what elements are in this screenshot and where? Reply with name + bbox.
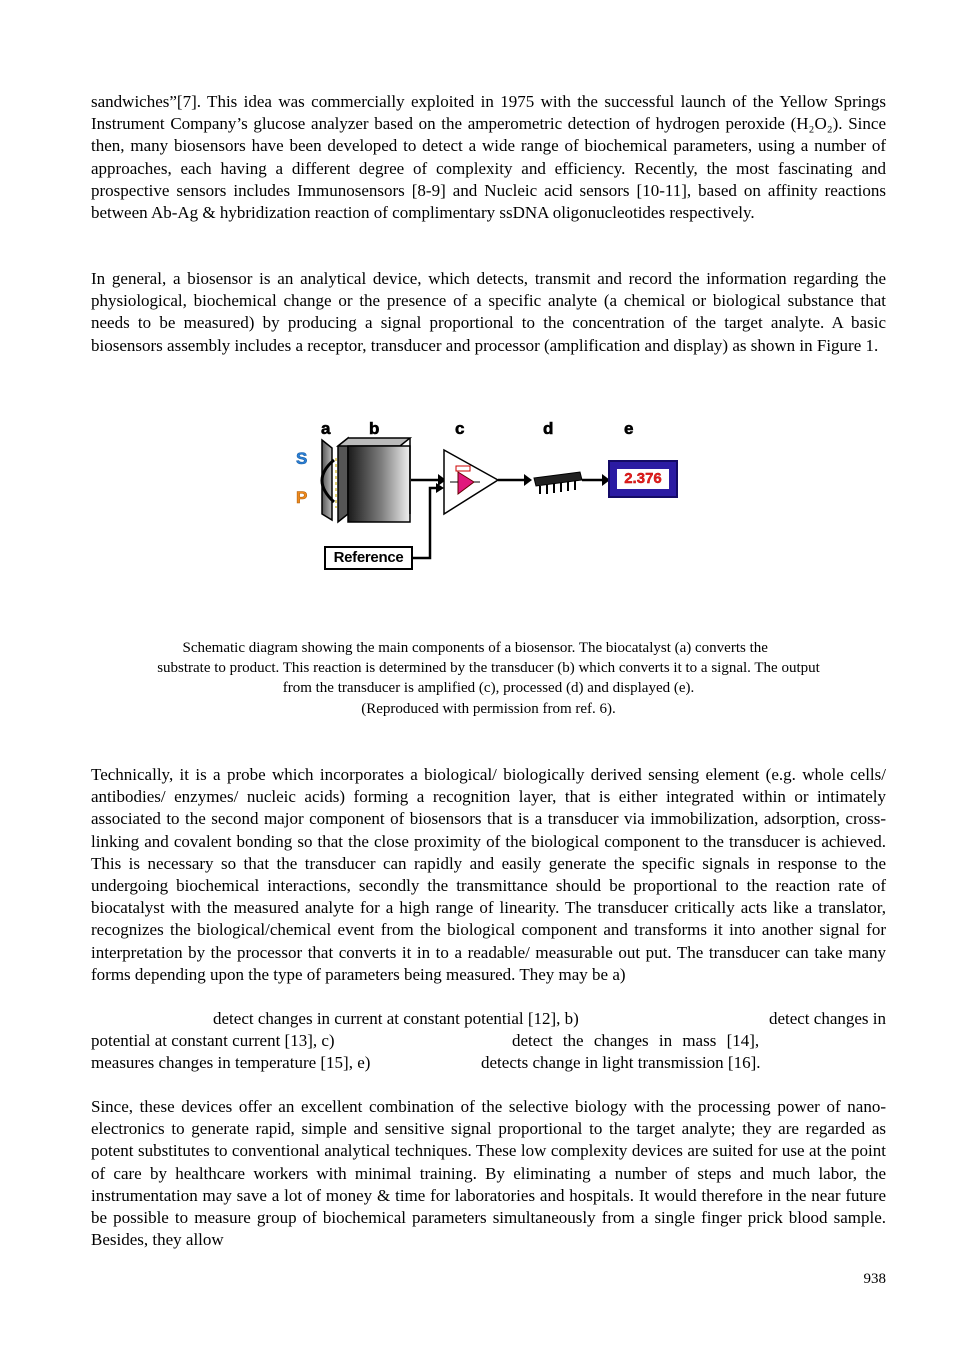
caption-line-4: (Reproduced with permission from ref. 6). xyxy=(361,701,616,717)
caption-line-2: substrate to product. This reaction is determined by the transducer (b) which converts it to a signal. The output xyxy=(157,660,820,676)
transducer-block xyxy=(348,446,410,522)
caption-line-3: from the transducer is amplified (c), processed (d) and displayed (e). xyxy=(282,680,695,696)
paragraph-2: In general, a biosensor is an analytical device, which detects, transmit and record the information regarding the physiological, biochemical change or the presence of a specific analyte (a chemical or biological substance that needs to be measured) by producing a signal proportional to the concentration of the target analyte. A basic biosensors assembly includes a receptor, transducer and processor (amplification and display) as shown in Figure 1. xyxy=(91,269,886,355)
label-d: d xyxy=(543,419,554,438)
paragraph-4: Since, these devices offer an excellent combination of the selective biology with the processing power of nano-electronics to generate rapid, simple and sensitive signal proportional to the target analyte; they are regarded as potent substitutes to conventional analytical techniques. These low complexity devices are suited for use at the point of care by healthcare workers with minimal training. By eliminating a number of steps and much labor, the instrumentation may save a lot of money & time for laboratories and hospitals. It would therefore in the near future be possible to measure group of biochemical parameters simultaneously from a single finger prick blood sample. Besides, they allow xyxy=(91,1097,886,1250)
transducer-line-d1: measures changes in temperature [15], e) xyxy=(91,1053,371,1072)
label-b: b xyxy=(369,419,380,438)
paragraph-3: Technically, it is a probe which incorporates a biological/ biologically derived sensing element (e.g. whole cells/ antibodies/ enzymes/ nucleic acids) forming a recognition layer, that is either integrated within or intimately associated to the second major component of biosensors that is a transducer via immobilization, adsorption, cross-linking and covalent bonding so that the close proximity of the biological component to the transducer is achieved. This is necessary so that the transducer can rapidly and easily generate the specific signals in response to the undergoing biochemical interactions, secondly the transmittance should be proportional to the reaction rate of biocatalyst with the measured analyte for a high range of linearity. The transducer critically acts like a translator, recognizes the biological/chemical event from the biological component and transforms it into another signal for interpretation by the processor that converts it in to a readable/ measurable out put. The transducer can take many forms depending upon the type of parameters being measured. They may be a) xyxy=(91,765,886,984)
transducer-line-c2: detect the changes in mass [14], xyxy=(512,1031,760,1050)
display-unit xyxy=(608,460,678,498)
label-product: P xyxy=(296,488,308,507)
transducer-top xyxy=(338,438,410,446)
transducer-line-c1: potential at constant current [13], c) xyxy=(91,1031,335,1050)
caption-text-1: Schematic diagram showing the main components of a biosensor. The biocatalyst (a) converts the xyxy=(182,640,768,656)
paragraph-1: sandwiches”[7]. This idea was commercially exploited in 1975 with the successful launch of the Yellow Springs Instrument Company’s glucose analyzer based on the amperometric detection of hydrogen peroxide (H₂O₂). Since then, many biosensors have been developed to detect a wide range of biochemical parameters, using a number of approaches, each having a different degree of complexity and efficiency. Recently, the most fascinating and prospective sensors includes Immunosensors [8-9] and Nucleic acid sensors [10-11], based on affinity reactions between Ab-Ag & hybridization reaction of complimentary ssDNA oligonucleotides respectively. xyxy=(91,92,886,223)
display-readout: 2.376 xyxy=(617,469,669,489)
reference-box: Reference xyxy=(324,546,413,570)
label-a: a xyxy=(321,419,331,438)
label-e: e xyxy=(624,419,634,438)
transducer-line-a: detect changes in current at constant potential [12], b) xyxy=(213,1009,579,1028)
transducer-line-d2: detects change in light transmission [16]. xyxy=(481,1053,761,1072)
transducer-line-b: detect changes in xyxy=(768,1009,886,1028)
label-substrate: S xyxy=(296,449,308,468)
page-number: 938 xyxy=(863,1271,886,1287)
label-c: c xyxy=(455,419,465,438)
transducer-side xyxy=(338,438,348,522)
caption-line-1 xyxy=(91,638,886,658)
